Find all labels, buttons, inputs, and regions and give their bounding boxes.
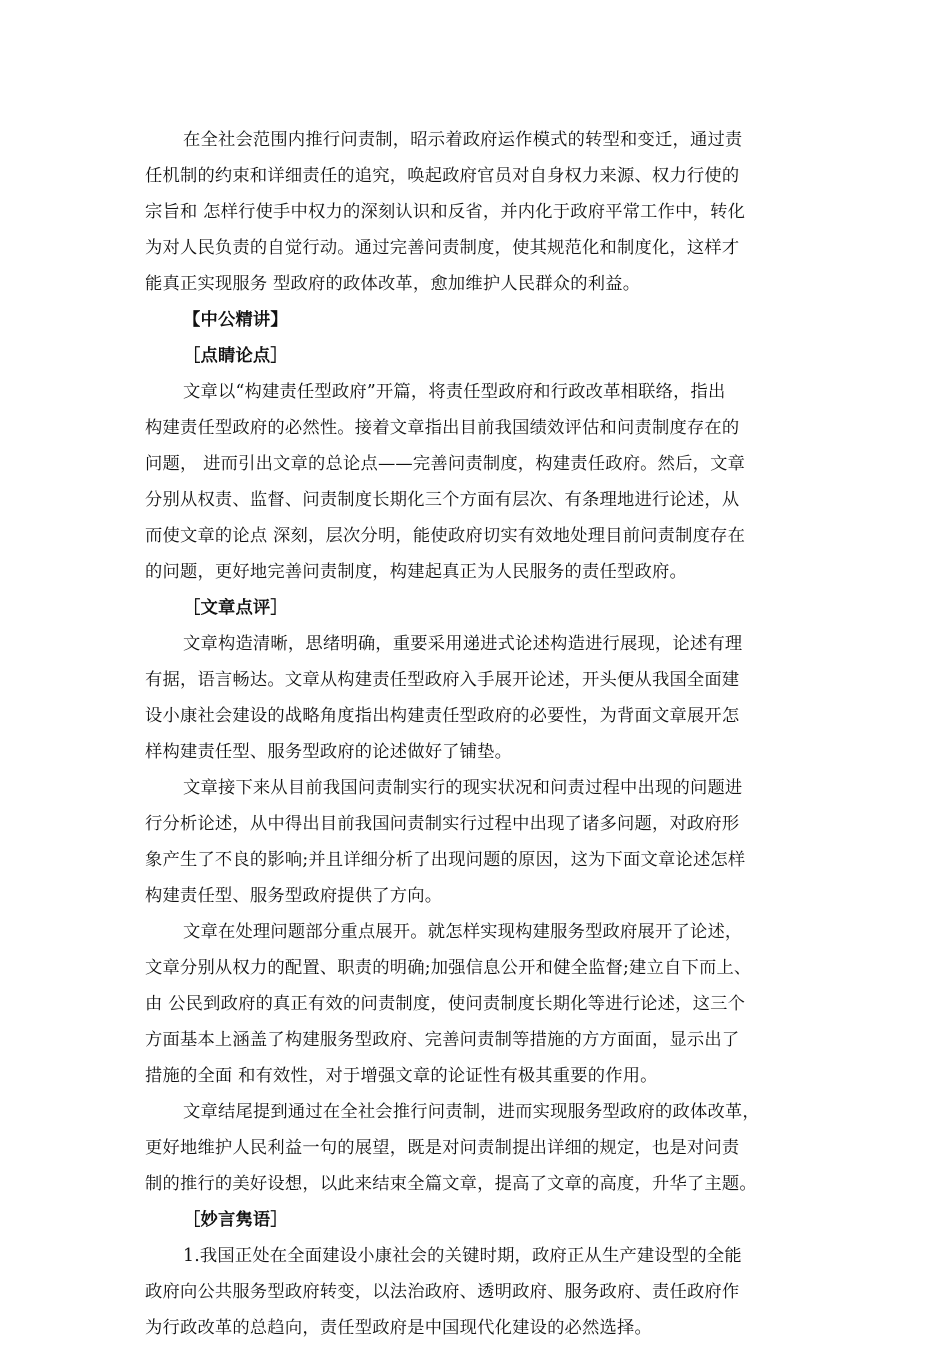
paragraph-line: 为行政改革的总趋向，责任型政府是中国现代化建设的必然选择。 xyxy=(145,1318,652,1338)
document-body xyxy=(145,122,810,1346)
paragraph-line: 分别从权责、监督、问责制度长期化三个方面有层次、有条理地进行论述，从 xyxy=(145,490,740,510)
paragraph-line: 问题， 进而引出文章的总论点——完善问责制度，构建责任政府。然后，文章 xyxy=(145,454,746,474)
paragraph-line: 任机制的约束和详细责任的追究，唤起政府官员对自身权力来源、权力行使的 xyxy=(145,166,740,186)
paragraph-line: 1.我国正处在全面建设小康社会的关键时期，政府正从生产建设型的全能 xyxy=(183,1246,742,1266)
section-heading: ［妙言隽语］ xyxy=(183,1210,288,1230)
paragraph-line: 设小康社会建设的战略角度指出构建责任型政府的必要性，为背面文章展开怎 xyxy=(145,706,740,726)
paragraph-line: 而使文章的论点 深刻，层次分明，能使政府切实有效地处理目前问责制度存在 xyxy=(145,526,746,546)
paragraph-line: 宗旨和 怎样行使手中权力的深刻认识和反省，并内化于政府平常工作中，转化 xyxy=(145,202,746,222)
paragraph-line: 制的推行的美好设想，以此来结束全篇文章，提高了文章的高度，升华了主题。 xyxy=(145,1174,757,1194)
paragraph-line: 文章构造清晰，思绪明确，重要采用递进式论述构造进行展现，论述有理 xyxy=(183,634,743,654)
paragraph-line: 由 公民到政府的真正有效的问责制度，使问责制度长期化等进行论述，这三个 xyxy=(145,994,746,1014)
paragraph-line: 文章接下来从目前我国问责制实行的现实状况和问责过程中出现的问题进 xyxy=(183,778,743,798)
paragraph-line: 政府向公共服务型政府转变，以法治政府、透明政府、服务政府、责任政府作 xyxy=(145,1282,740,1302)
paragraph-line: 构建责任型政府的必然性。接着文章指出目前我国绩效评估和问责制度存在的 xyxy=(145,418,740,438)
paragraph-line: 措施的全面 和有效性，对于增强文章的论证性有极其重要的作用。 xyxy=(145,1066,658,1086)
paragraph-line: 构建责任型、服务型政府提供了方向。 xyxy=(145,886,443,906)
paragraph-line: 有据，语言畅达。文章从构建责任型政府入手展开论述，开头便从我国全面建 xyxy=(145,670,740,690)
paragraph-line: 文章结尾提到通过在全社会推行问责制，进而实现服务型政府的政体改革， xyxy=(183,1102,760,1122)
paragraph-line: 象产生了不良的影响;并且详细分析了出现问题的原因，这为下面文章论述怎样 xyxy=(145,850,746,870)
paragraph-line: 更好地维护人民利益一句的展望，既是对问责制提出详细的规定，也是对问责 xyxy=(145,1138,740,1158)
paragraph-line: 为对人民负责的自觉行动。通过完善问责制度，使其规范化和制度化，这样才 xyxy=(145,238,740,258)
paragraph-line: 方面基本上涵盖了构建服务型政府、完善问责制等措施的方方面面，显示出了 xyxy=(145,1030,740,1050)
paragraph-line: 文章在处理问题部分重点展开。就怎样实现构建服务型政府展开了论述， xyxy=(183,922,743,942)
section-heading: 【中公精讲】 xyxy=(183,310,288,330)
section-heading: ［文章点评］ xyxy=(183,598,288,618)
paragraph-line: 在全社会范围内推行问责制，昭示着政府运作模式的转型和变迁，通过责 xyxy=(183,130,743,150)
paragraph-line: 文章以“构建责任型政府”开篇，将责任型政府和行政改革相联络，指出 xyxy=(183,382,726,402)
paragraph-line: 能真正实现服务 型政府的政体改革，愈加维护人民群众的利益。 xyxy=(145,274,641,294)
paragraph-line: 文章分别从权力的配置、职责的明确;加强信息公开和健全监督;建立自下而上、 xyxy=(145,958,752,978)
paragraph-line: 样构建责任型、服务型政府的论述做好了铺垫。 xyxy=(145,742,513,762)
paragraph-line: 的问题，更好地完善问责制度，构建起真正为人民服务的责任型政府。 xyxy=(145,562,687,582)
paragraph-line: 行分析论述，从中得出目前我国问责制实行过程中出现了诸多问题，对政府形 xyxy=(145,814,740,834)
section-heading: ［点睛论点］ xyxy=(183,346,288,366)
